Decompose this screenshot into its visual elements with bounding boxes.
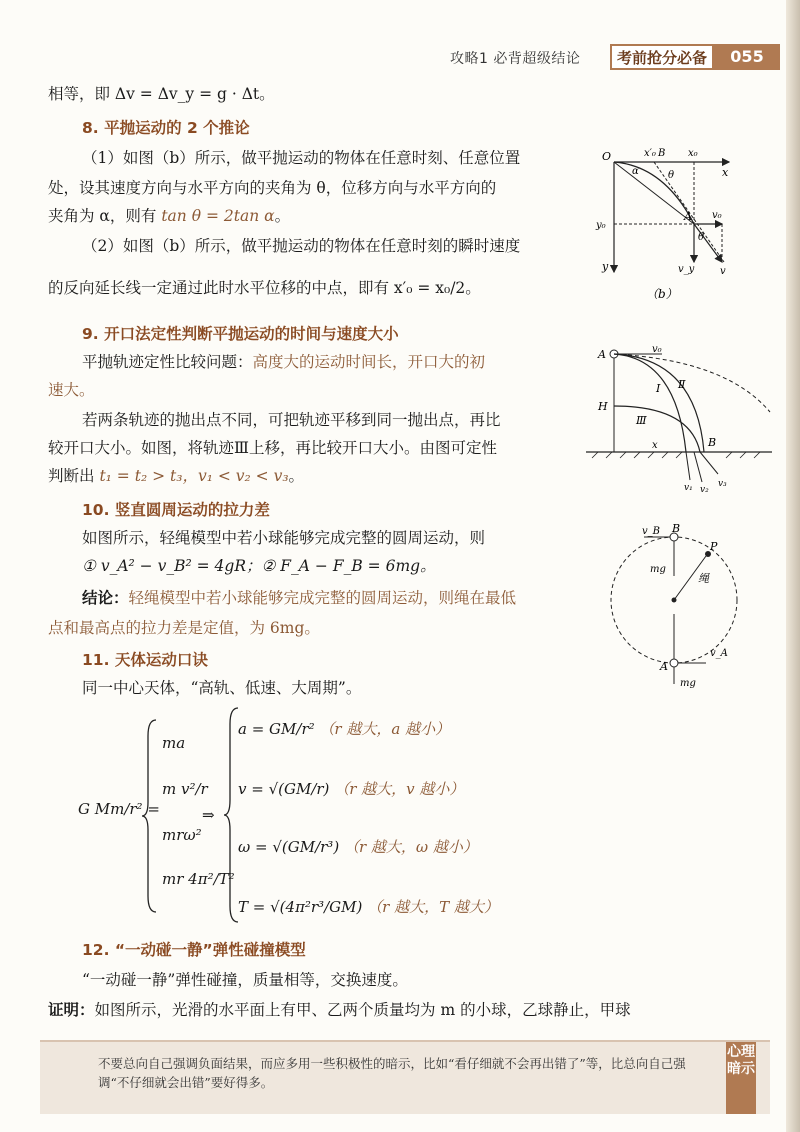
v3-arrow	[700, 452, 718, 474]
fig-b-label: x′₀	[644, 148, 656, 159]
figure-b	[594, 144, 744, 304]
fig-10-label: mg	[650, 564, 666, 575]
ball-a	[670, 659, 678, 667]
v2-arrow	[694, 452, 702, 482]
result-omega	[238, 836, 478, 857]
fig-b-label: x₀	[688, 148, 698, 159]
s8-p1-line2: 处，设其速度方向与水平方向的夹角为 θ，位移方向与水平方向的	[48, 179, 497, 197]
tan-relation: tan θ = 2tan α	[161, 207, 275, 225]
implies-arrow: ⇒	[202, 806, 215, 824]
figure-circular-motion	[606, 524, 766, 694]
s8-p2-line2: 的反向延长线一定通过此时水平位移的中点，即有 x′₀ = x₀/2。	[48, 279, 481, 297]
s9-line5-c: 。	[288, 467, 305, 485]
fig-9-label: H	[598, 400, 608, 413]
v1-arrow	[686, 452, 690, 480]
s8-p1-line1: （1）如图（b）所示，做平抛运动的物体在任意时刻、任意位置	[82, 149, 521, 167]
fig-b-label: v	[720, 266, 726, 277]
result-formula: T = √(4π²r³/GM)	[238, 898, 363, 916]
fig-10-label: B	[672, 524, 681, 535]
ground-hatch	[592, 452, 760, 458]
fig-b-label: α	[632, 166, 639, 177]
s9-line1-a: 平抛轨迹定性比较问题：	[82, 353, 253, 371]
fig-b-label: v₀	[712, 210, 722, 221]
brace-item: mr 4π²/T²	[162, 870, 235, 888]
result-formula: ω = √(GM/r³)	[238, 838, 340, 856]
s9-line5-a: 判断出	[48, 467, 100, 485]
conclusion-label: 结论：	[82, 589, 129, 607]
result-a	[238, 718, 450, 739]
fig-b-label: θ	[668, 170, 675, 181]
fig-b-label: y	[602, 260, 609, 273]
header-banner: 考前抢分必备	[610, 44, 714, 70]
section-8-title: 8. 平抛运动的 2 个推论	[82, 119, 250, 137]
brace-item: m v²/r	[162, 780, 208, 798]
s9-line2: 速大。	[48, 381, 95, 399]
conclusion-text: 轻绳模型中若小球能够完成完整的圆周运动，则绳在最低	[128, 589, 517, 607]
fig-9-label: x	[652, 440, 658, 451]
fig-9-label: Ⅱ	[678, 378, 686, 391]
fig-10-label: A	[660, 660, 668, 673]
figure-opening-method	[586, 340, 776, 500]
fig-b-label: x	[722, 166, 729, 179]
brace-item: mrω²	[162, 826, 202, 844]
s9-line3: 若两条轨迹的抛出点不同，可把轨迹平移到同一抛出点，再比	[82, 411, 501, 429]
s8-p1-line3-text: 夹角为 α，则有	[48, 207, 162, 225]
proof-text: 如图所示，光滑的水平面上有甲、乙两个质量均为 m 的小球，乙球静止，甲球	[94, 1001, 631, 1019]
left-brace	[140, 716, 160, 916]
section-12-title: 12. “一动碰一静”弹性碰撞模型	[82, 941, 306, 959]
s9-line1	[82, 352, 485, 372]
page-number: 055	[714, 44, 780, 70]
fig-9-label: Ⅰ	[656, 382, 661, 395]
page-header	[420, 44, 780, 70]
intro-line: 相等，即 Δv = Δv_y = g · Δt。	[48, 85, 275, 103]
fig-b-label: y₀	[596, 220, 606, 231]
result-v	[238, 778, 464, 799]
result-note: （r 越大，ω 越小）	[343, 838, 478, 856]
fig-b-label: O	[602, 150, 612, 163]
scan-edge	[786, 0, 800, 1132]
tip-text: 不要总向自己强调负面结果，而应多用一些积极性的暗示，比如“看仔细就不会再出错了”等，比总向自己强调“不仔细就会出错”要好得多。	[98, 1056, 686, 1090]
s9-line4: 较开口大小。如图，将轨迹Ⅲ上移，再比较开口大小。由图可定性	[48, 439, 497, 457]
s11-line1: 同一中心天体，“高轨、低速、大周期”。	[82, 679, 362, 697]
fig-b-label: θ	[698, 232, 705, 243]
fig-b-caption: （b）	[646, 287, 678, 301]
fig-9-label: Ⅲ	[636, 414, 647, 427]
section-9-title: 9. 开口法定性判断平抛运动的时间与速度大小	[82, 325, 399, 343]
result-formula: a = GM/r²	[238, 720, 315, 738]
result-formula: v = √(GM/r)	[238, 780, 330, 798]
fig-b-label: v_y	[678, 264, 695, 275]
proof-label: 证明：	[48, 1001, 95, 1019]
s10-conclusion-line1	[82, 588, 516, 608]
brace-item: ma	[162, 734, 186, 752]
tip-box	[40, 1040, 770, 1114]
s8-p1-line3-end: 。	[274, 207, 291, 225]
s12-line1: “一动碰一静”弹性碰撞，质量相等，交换速度。	[82, 971, 408, 989]
fig-b-label: B	[658, 148, 666, 159]
section-10-title: 10. 竖直圆周运动的拉力差	[82, 501, 270, 519]
fig-9-label: v₁	[684, 483, 693, 493]
result-note: （r 越大，v 越小）	[334, 780, 465, 798]
s8-p2-line1: （2）如图（b）所示，做平抛运动的物体在任意时刻的瞬时速度	[82, 237, 521, 255]
result-note: （r 越大，a 越小）	[319, 720, 451, 738]
s9-line5	[48, 466, 304, 486]
s10-line2: ① v_A² − v_B² = 4gR；② F_A − F_B = 6mg。	[82, 557, 436, 575]
displacement-line	[614, 162, 694, 224]
fig-9-label: v₂	[700, 485, 709, 495]
header-section: 攻略1 必背超级结论	[450, 51, 581, 67]
trajectory-2	[614, 354, 704, 452]
fig-9-label: B	[708, 436, 717, 449]
fig-10-label: 绳	[698, 572, 709, 585]
s9-result: t₁ = t₂ > t₃，v₁ < v₂ < v₃	[99, 467, 289, 485]
s9-line1-b: 高度大的运动时间长，开口大的初	[252, 353, 486, 371]
tip-tag: 心理暗示	[726, 1042, 756, 1114]
fig-10-label: mg	[680, 678, 696, 689]
s10-line1: 如图所示，轻绳模型中若小球能够完成完整的圆周运动，则	[82, 529, 486, 547]
fig-10-label: v_A	[710, 648, 728, 659]
trajectory-1	[614, 354, 686, 452]
fig-10-label: v_B	[642, 526, 660, 537]
s10-conclusion-line2: 点和最高点的拉力差是定值，为 6mg。	[48, 619, 320, 637]
fig-9-label: v₃	[718, 479, 727, 489]
v-vector	[694, 224, 722, 262]
result-note: （r 越大，T 越大）	[367, 898, 499, 916]
fig-b-label: A	[684, 210, 692, 223]
s12-proof-line	[48, 1000, 631, 1020]
fig-10-label: P	[710, 540, 718, 553]
s8-p1-line3	[48, 206, 290, 226]
fig-9-label: A	[598, 348, 606, 361]
section-11-title: 11. 天体运动口诀	[82, 651, 208, 669]
fig-9-label: v₀	[652, 344, 662, 355]
gravity-lhs: G Mm/r² =	[78, 800, 160, 818]
result-t	[238, 896, 499, 917]
